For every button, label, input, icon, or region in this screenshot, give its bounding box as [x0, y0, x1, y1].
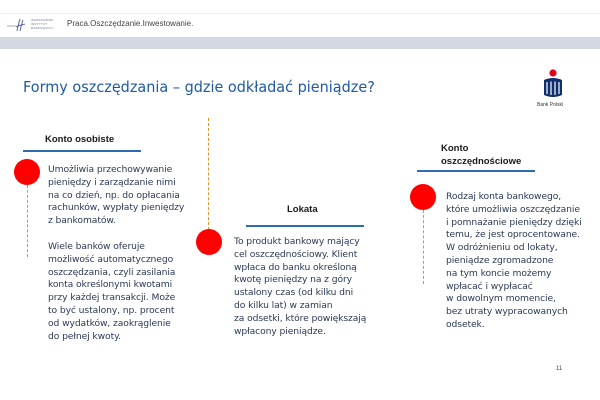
card-paragraph: Umożliwia przechowywanie pieniędzy i zarządzanie nimi na co dzień, np. do opłacania rachunków, wypłaty pieniędzy z bankomatów.: [48, 164, 185, 227]
card-title-konto-oszczednosciowe: [441, 142, 521, 168]
wib-logo: [7, 17, 55, 33]
brand-name: Bank Polski: [537, 102, 564, 108]
card-rule: [23, 150, 141, 152]
card-paragraph: To produkt bankowy mający cel oszczędnościowy. Klient wpłaca do banku określoną kwotę pieniędzy na z góry ustalony czas (od kilku dni do kilku lat) w zamian za odsetki, które powiększają wpłacony pieniądze.: [234, 236, 367, 337]
pko-bank-logo: [535, 68, 571, 110]
timeline-dash: [423, 210, 424, 284]
card-title-line: Konto: [441, 143, 469, 154]
timeline-dash: [208, 118, 209, 230]
timeline-dot: [410, 184, 436, 210]
logo-line: WARSZAWSKI: [31, 18, 54, 22]
wib-logo-icon: [7, 17, 29, 33]
card-paragraph: Wiele banków oferuje możliwość automatycznego oszczędzania, czyli zasilania konta określonymi kwotami przy każdej transakcji. Może to być ustalony, np. procent od wydatków, zaokrąglenie do pełnej kwoty.: [48, 241, 176, 342]
timeline-dot: [196, 229, 222, 255]
header-bar: [0, 14, 600, 37]
page-number: 11: [556, 366, 563, 372]
header-band: [0, 37, 600, 49]
timeline-dot: [14, 159, 40, 185]
top-strip: [0, 0, 600, 14]
logo-line: BANKOWOŚCI: [31, 26, 54, 30]
card-rule: [246, 225, 364, 227]
logo-line: INSTYTUT: [31, 22, 48, 26]
card-title-konto-osobiste: Konto osobiste: [45, 134, 115, 145]
card-paragraph: Rodzaj konta bankowego, które umożliwia oszczędzanie i pomnażanie pieniędzy dzięki temu, że jest oprocentowane. W odróżnieniu od lokaty, pieniądze zgromadzone na tym koncie możemy wpłacać i wypłacać w dowolnym momencie, bez utraty wypracowanych odsetek.: [446, 191, 582, 330]
card-rule: [417, 170, 535, 172]
card-title-line: oszczędnościowe: [441, 156, 522, 167]
card-title-lokata: Lokata: [287, 204, 318, 215]
pko-emblem-icon: [535, 68, 571, 102]
header-title: Praca.Oszczędzanie.Inwestowanie.: [67, 19, 194, 28]
slide-title: Formy oszczędzania – gdzie odkładać pieniądze?: [23, 78, 375, 96]
logo-text: [31, 18, 54, 30]
timeline-dash: [27, 185, 28, 257]
